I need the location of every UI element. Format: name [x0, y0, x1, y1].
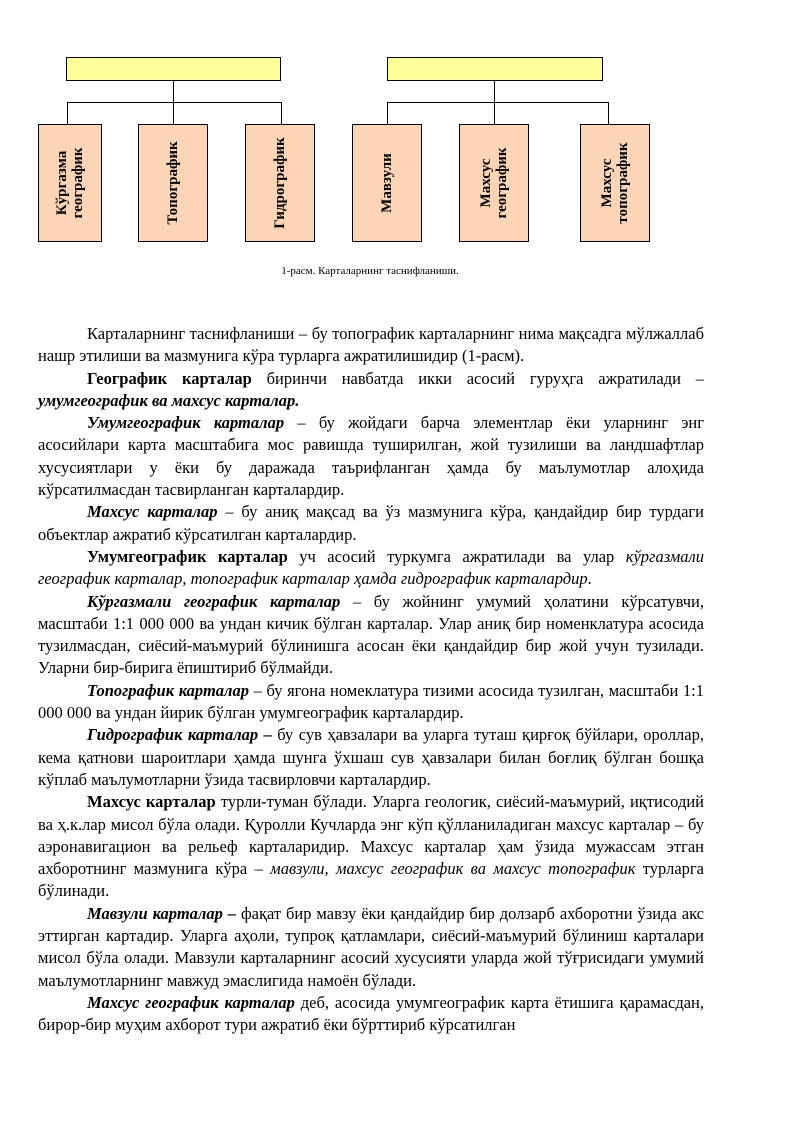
text-run: деб, асосида умумгеографик карта ётишига қарамасдан, бирор-бир муҳим ахборот тури ажратиб ёки бўрттириб кўрсатилган: [38, 992, 705, 1035]
text-run: – бу аниқ мақсад ва ўз мазмунига кўра, қандайдир бир турдаги объектлар ажратиб кўрсатилган карталардир.: [38, 502, 704, 544]
paragraph: [38, 992, 704, 1037]
connector-line: [173, 81, 174, 103]
connector-line: [387, 102, 388, 124]
paragraph: [38, 368, 704, 413]
category-box-topografik: [138, 124, 208, 242]
connector-line: [494, 81, 495, 103]
paragraph: [38, 501, 704, 546]
text-run: Географик карталар: [87, 368, 252, 388]
text-run: умумгеографик ва махсус карталар.: [38, 390, 300, 410]
category-box-kurgazma: [38, 124, 102, 242]
text-run: бу сув ҳавзалари ва уларга туташ қирғоқ бўйлари, ороллар, кема қатнови шароитлари ҳамда шунга ўхшаш сув ҳавзалари билан боғлиқ бўлган бошқа кўплаб маълумотларни ўзида тасвирловчи карталардир.: [38, 725, 704, 789]
connector-line: [67, 102, 68, 124]
body-text: [38, 323, 704, 1037]
diagram-top-box-left: [66, 57, 281, 81]
category-label: Махсус географик: [478, 147, 510, 219]
text-run: Махсус карталар: [87, 502, 218, 522]
connector-line: [608, 102, 609, 124]
paragraph: [38, 412, 704, 501]
category-label: Кўргазма географик: [54, 147, 86, 219]
text-run: Топографик карталар: [87, 680, 249, 700]
category-box-maxsus-topografik: [580, 124, 650, 242]
category-label: Махсус топографик: [599, 142, 631, 224]
text-run: – бу жойнинг умумий ҳолатини кўрсатувчи, масштаби 1:1 000 000 ва ундан кичик бўлган карталар. Улар аниқ бир номенклатура асосида тузилмасдан, сиёсий-маъмурий бўлинишга асосан ёки қандайдир бир жой учун тузилади. Уларни бир-бирига ёпиштириб бўлмайди.: [38, 591, 704, 678]
text-run: Карталарнинг таснифланиши – бу топографик карталарнинг нима мақсадга мўлжаллаб нашр этилиши ва мазмунига кўра турларга ажратилишидир (1-расм).: [38, 324, 704, 366]
paragraph: [38, 724, 704, 791]
paragraph: [38, 546, 704, 591]
category-label: Гидрографик: [272, 137, 288, 229]
paragraph: [38, 791, 704, 902]
paragraph: [38, 591, 704, 680]
text-run: Кўргазмали географик карталар: [87, 591, 341, 611]
connector-line: [67, 102, 282, 103]
text-run: Мавзули карталар –: [87, 903, 237, 923]
text-run: .: [587, 569, 592, 589]
text-run: Махсус карталар: [87, 792, 216, 812]
connector-line: [281, 102, 282, 124]
text-run: уч асосий туркумга ажратилади ва улар: [287, 546, 626, 566]
paragraph: [38, 323, 704, 368]
text-run: Умумгеографик карталар: [87, 546, 288, 566]
text-run: фақат бир мавзу ёки қандайдир бир долзарб ахборотни ўзида акс эттирган картадир. Уларга аҳоли, тупроқ қатламлари, сиёсий-маъмурий бўлиниш карталари мисол бўла олади. Мавзули карталарнинг асосий хусусияти уларда жой тўғрисидаги умумий маълумотларнинг мавжуд эмаслигида намоён бўлади.: [38, 903, 704, 990]
connector-line: [494, 102, 495, 124]
category-box-mavzuli: [352, 124, 422, 242]
text-run: мавзули, махсус географик ва махсус топографик: [270, 859, 636, 879]
category-label: Топографик: [165, 141, 181, 225]
text-run: Умумгеографик карталар: [87, 413, 285, 433]
text-run: кўргазмали географик карталар, топографик карталар ҳамда гидрографик карталардир: [38, 546, 704, 589]
paragraph: [38, 903, 704, 992]
text-run: турли-туман бўлади. Уларга геологик, сиёсий-маъмурий, иқтисодий ва ҳ.к.лар мисол бўла олади. Қуролли Кучларда энг кўп қўлланиладиган махсус карталар – бу аэронавигацион ва рельеф карталаридир. Махсус карталар ҳам ўзида мужассам этган ахборотнинг мазмунига кўра –: [38, 792, 704, 879]
classification-diagram: [0, 0, 800, 250]
text-run: – бу жойдаги барча элементлар ёки уларнинг энг асосийлари карта масштабига мос равишда туширилган, жой тузилиши ва ландшафтлар хусусиятлари у ёки бу даражада таърифланган ҳамда бу маълумотлар алоҳида кўрсатилмасдан тасвирланган карталардир.: [38, 413, 704, 500]
text-run: Гидрографик карталар –: [87, 725, 272, 745]
category-label: Мавзули: [379, 153, 395, 213]
category-box-maxsus-geografik: [459, 124, 529, 242]
paragraph: [38, 680, 704, 725]
text-run: биринчи навбатда икки асосий гуруҳга ажратилади –: [251, 368, 705, 388]
text-run: турларга бўлинади.: [38, 859, 704, 901]
text-run: – бу ягона номеклатура тизими асосида тузилган, масштаби 1:1 000 000 ва ундан йирик бўлган умумгеографик карталардир.: [38, 680, 704, 723]
diagram-top-box-right: [387, 57, 603, 81]
text-run: Махсус географик карталар: [87, 992, 295, 1012]
connector-line: [173, 102, 174, 124]
category-box-gidrografik: [245, 124, 315, 242]
connector-line: [387, 102, 609, 103]
figure-caption: 1-расм. Карталарнинг таснифланиши.: [281, 265, 459, 277]
